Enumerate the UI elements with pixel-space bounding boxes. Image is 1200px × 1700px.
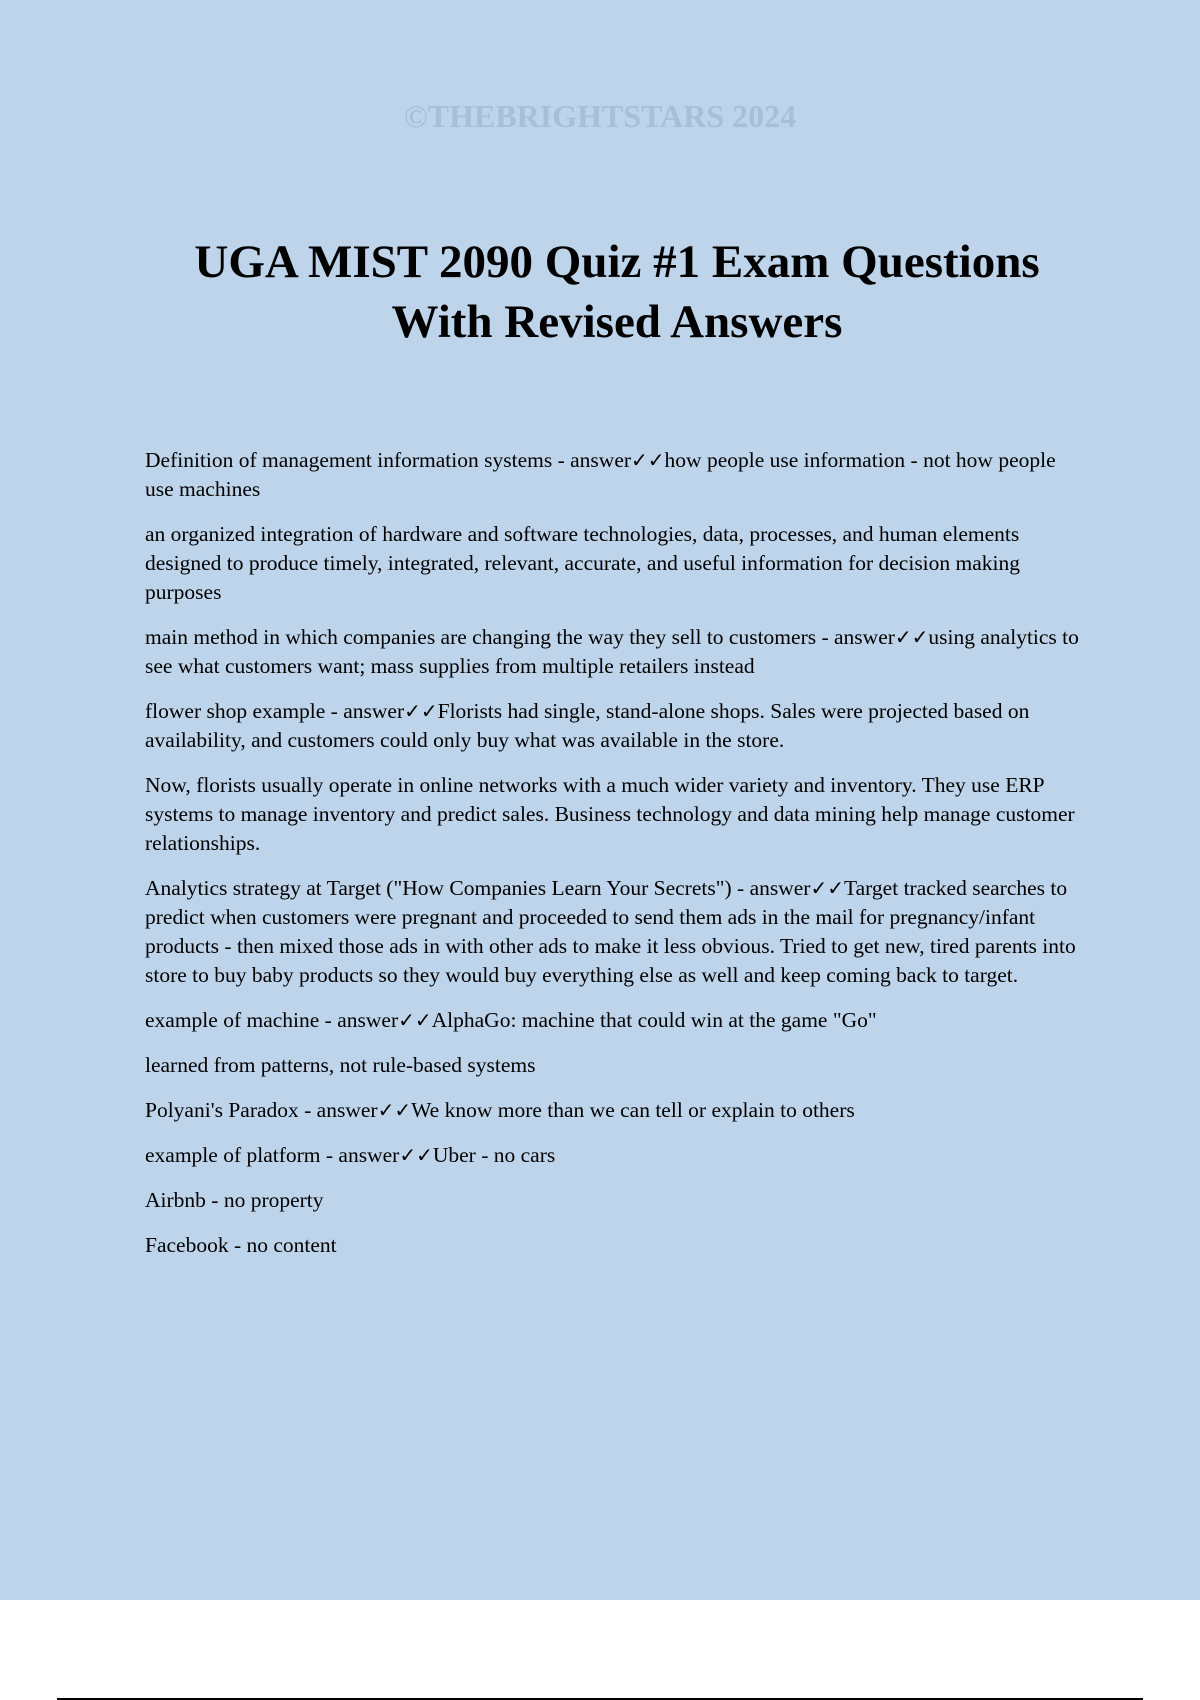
question-text: Definition of management information systems - answer — [145, 448, 632, 472]
check-icon: ✓✓ — [631, 448, 665, 472]
qa-continuation: Facebook - no content — [145, 1233, 337, 1257]
question-text: Polyani's Paradox - answer — [145, 1098, 378, 1122]
watermark: ©THEBRIGHTSTARS 2024 — [403, 98, 797, 134]
answer-text: how people use information - not how people use machines — [145, 448, 1056, 501]
check-icon: ✓✓ — [377, 1098, 412, 1122]
check-icon: ✓✓ — [404, 699, 438, 723]
qa-entry — [145, 1006, 1085, 1035]
qa-continuation: Now, florists usually operate in online networks with a much wider variety and inventory. They use ERP systems to manage inventory and predict sales. Business technology and data mining help manage customer relationships. — [145, 773, 1075, 855]
qa-continuation: an organized integration of hardware and software technologies, data, processes, and human elements designed to produce timely, integrated, relevant, accurate, and useful information for decision making purposes — [145, 522, 1021, 604]
check-icon: ✓✓ — [810, 876, 844, 900]
question-text: main method in which companies are changing the way they sell to customers - answer — [145, 625, 895, 649]
qa-entry — [145, 446, 1085, 504]
check-icon: ✓✓ — [398, 1008, 432, 1032]
qa-entry — [145, 623, 1085, 681]
question-text: Analytics strategy at Target ("How Companies Learn Your Secrets") - answer — [145, 876, 811, 900]
question-text: example of machine - answer — [145, 1008, 399, 1032]
answer-text: Target tracked searches to predict when customers were pregnant and proceeded to send them ads in the mail for pregnancy/infant products - then mixed those ads in with other ads to make it less obvious. Tried to get new, tired parents into store to buy baby products so they would buy everything else as well and keep coming back to target. — [145, 876, 1076, 987]
qa-entry — [145, 1141, 1085, 1170]
question-text: flower shop example - answer — [145, 699, 405, 723]
title-line-1: UGA MIST 2090 Quiz #1 Exam Questions — [194, 236, 1040, 288]
qa-continuation: Airbnb - no property — [145, 1188, 324, 1212]
document-title — [0, 232, 1200, 352]
qa-entry — [145, 874, 1085, 990]
qa-entry — [145, 1096, 1085, 1125]
question-text: example of platform - answer — [145, 1143, 400, 1167]
answer-text: Florists had single, stand-alone shops. Sales were projected based on availability, and customers could only buy what was available in the store. — [145, 699, 1030, 752]
title-line-2: With Revised Answers — [391, 296, 843, 348]
answer-text: using analytics to see what customers want; mass supplies from multiple retailers instead — [145, 625, 1079, 678]
check-icon: ✓✓ — [399, 1143, 433, 1167]
qa-list — [145, 446, 1085, 1276]
check-icon: ✓✓ — [894, 625, 929, 649]
answer-text: Uber - no cars — [432, 1143, 556, 1167]
qa-continuation: learned from patterns, not rule-based systems — [145, 1053, 536, 1077]
qa-entry — [145, 697, 1085, 755]
answer-text: AlphaGo: machine that could win at the game "Go" — [431, 1008, 877, 1032]
answer-text: We know more than we can tell or explain to others — [411, 1098, 855, 1122]
